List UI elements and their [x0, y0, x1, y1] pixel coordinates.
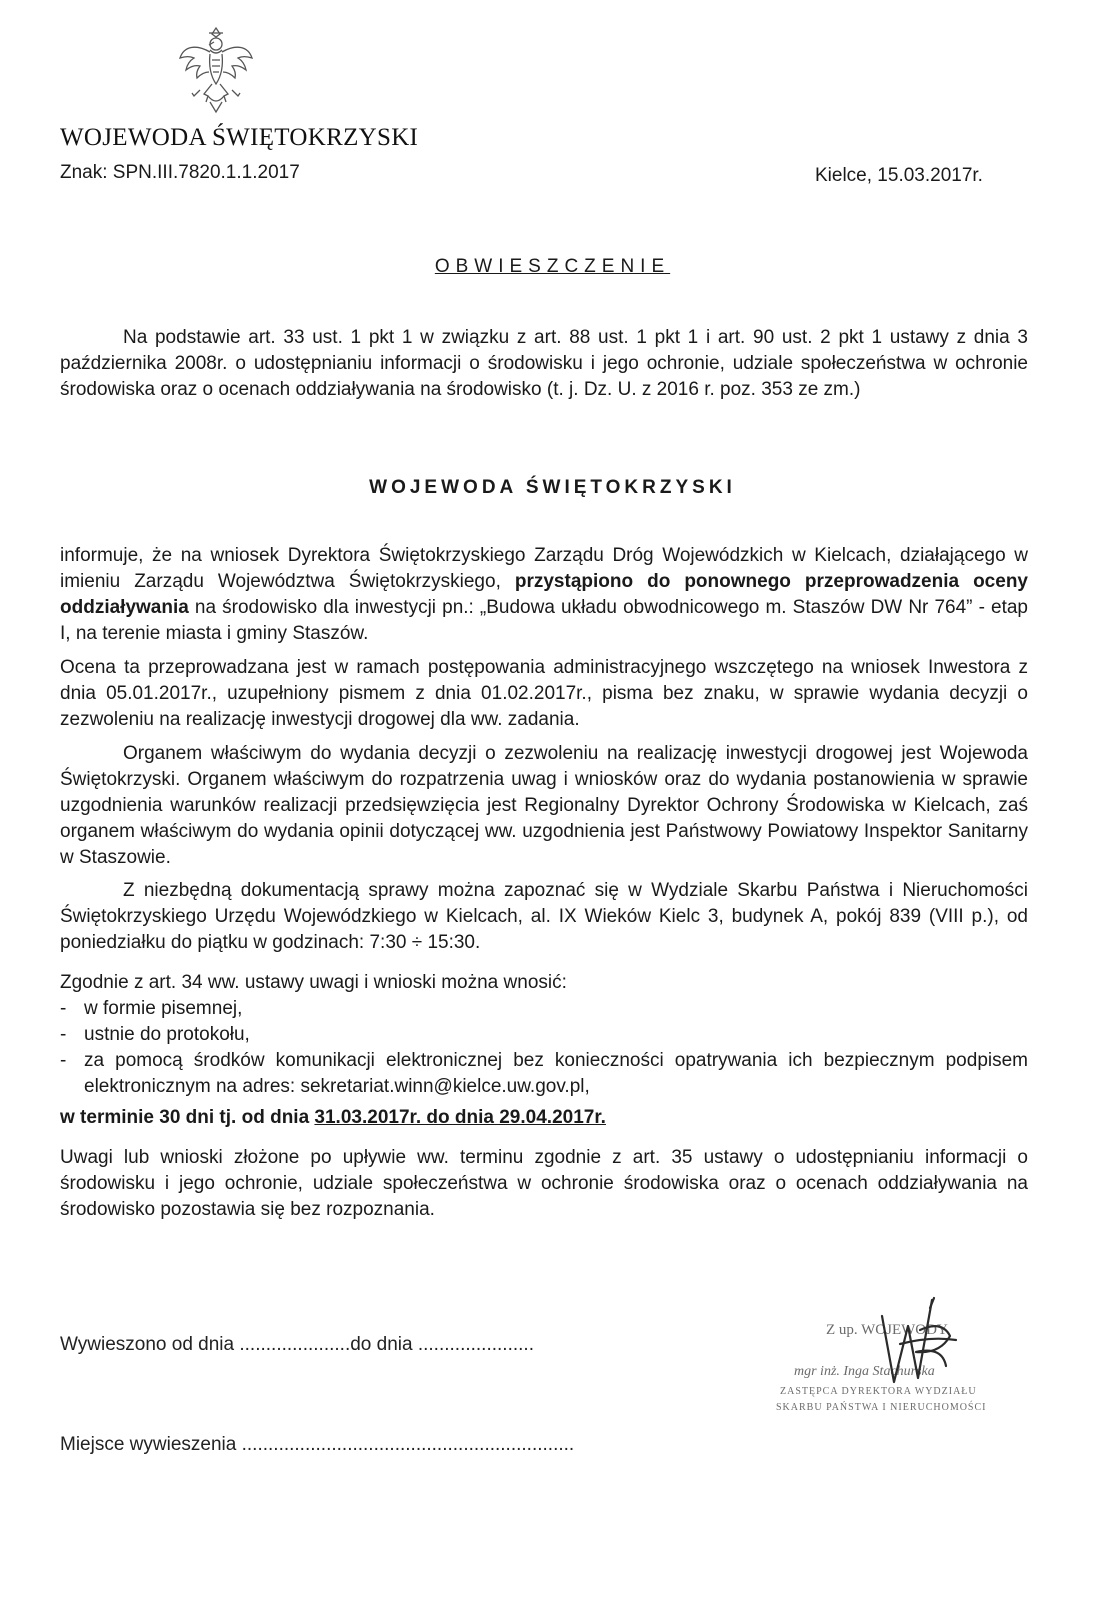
list-dash: -	[60, 998, 67, 1019]
official-stamp	[760, 1286, 1060, 1436]
deadline-dates: 31.03.2017r. do dnia 29.04.2017r.	[314, 1107, 606, 1128]
list-item-text: za pomocą środków komunikacji elektronicznej bez konieczności opatrywania ich bezpiecznym podpisem elektronicznym na adres: sekretariat.winn@kielce.uw.gov.pl,	[84, 1050, 1028, 1097]
document-date: Kielce, 15.03.2017r.	[815, 165, 983, 186]
information-paragraph	[60, 543, 1028, 647]
stamp-department: SKARBU PAŃSTWA I NIERUCHOMOŚCI	[776, 1402, 987, 1413]
notice-title: OBWIESZCZENIE	[434, 256, 671, 277]
posted-dates-field: Wywieszono od dnia .....................do dnia ......................	[60, 1334, 534, 1355]
list-item	[60, 1022, 1028, 1048]
late-submissions-paragraph: Uwagi lub wnioski złożone po upływie ww. terminu zgodnie z art. 35 ustawy o udostępnianiu informacji o środowisku i jego ochronie, udziale społeczeństwa w ochronie środowiska oraz o ocenach oddziaływania na środowisko pozostawia się bez rozpoznania.	[60, 1147, 1028, 1220]
list-item	[60, 996, 1028, 1022]
list-item-text: ustnie do protokołu,	[84, 1024, 250, 1045]
stamp-authorization: Z up. WOJEWODY	[826, 1322, 948, 1338]
posting-place-field: Miejsce wywieszenia ...............................................................	[60, 1434, 575, 1455]
deadline-prefix: w terminie 30 dni tj. od dnia	[60, 1107, 315, 1128]
organs-paragraph: Organem właściwym do wydania decyzji o zezwoleniu na realizację inwestycji drogowej jest Wojewoda Świętokrzyski. Organem właściwym do rozpatrzenia uwag i wniosków oraz do wydania postanowienia w sprawie uzgodnienia warunków realizacji przedsięwzięcia jest Regionalny Dyrektor Ochrony Środowiska w Kielcach, zaś organem właściwym do wydania opinii dotyczącej ww. uzgodnienia jest Państwowy Powiatowy Inspektor Sanitarny w Staszowie.	[60, 743, 1028, 868]
documentation-paragraph: Z niezbędną dokumentacją sprawy można zapoznać się w Wydziale Skarbu Państwa i Nieruchomości Świętokrzyskiego Urzędu Wojewódzkiego w Kielcach, al. IX Wieków Kielc 3, budynek A, pokój 839 (VIII p.), od poniedziałku do piątku w godzinach: 7:30 ÷ 15:30.	[60, 880, 1028, 953]
reference-number: Znak: SPN.III.7820.1.1.2017	[60, 162, 300, 183]
stamp-signatory-name: mgr inż. Inga Stachurska	[794, 1364, 935, 1379]
art34-intro: Zgodnie z art. 34 ww. ustawy uwagi i wnioski można wnosić:	[60, 972, 567, 993]
handwritten-signature-icon	[860, 1286, 970, 1406]
authority-name: WOJEWODA ŚWIĘTOKRZYSKI	[60, 124, 419, 151]
submission-methods-list	[60, 996, 1028, 1100]
info-text-1: informuje, że na wniosek Dyrektora Świętokrzyskiego Zarządu Dróg Wojewódzkich w Kielcach, działającego w imieniu Zarządu Województwa Świętokrzyskiego,	[60, 545, 1028, 592]
authority-heading: WOJEWODA ŚWIĘTOKRZYSKI	[369, 477, 736, 498]
polish-eagle-emblem-icon	[176, 24, 256, 116]
legal-basis-paragraph: Na podstawie art. 33 ust. 1 pkt 1 w związku z art. 88 ust. 1 pkt 1 i art. 90 ust. 2 pkt 1 ustawy z dnia 3 października 2008r. o udostępnianiu informacji o środowisku i jego ochronie, udziale społeczeństwa w ochronie środowiska oraz o ocenach oddziaływania na środowisko (t. j. Dz. U. z 2016 r. poz. 353 ze zm.)	[60, 327, 1028, 400]
info-bold-text: przystąpiono do ponownego przeprowadzenia oceny oddziaływania	[60, 571, 1028, 618]
list-dash: -	[60, 1024, 67, 1045]
assessment-paragraph: Ocena ta przeprowadzana jest w ramach postępowania administracyjnego wszczętego na wniosek Inwestora z dnia 05.01.2017r., uzupełniony pismem z dnia 01.02.2017r., pisma bez znaku, w sprawie wydania decyzji o zezwoleniu na realizację inwestycji drogowej dla ww. zadania.	[60, 657, 1028, 730]
stamp-position: ZASTĘPCA DYREKTORA WYDZIAŁU	[780, 1386, 977, 1397]
list-dash: -	[60, 1050, 67, 1071]
deadline-line	[60, 1107, 606, 1129]
info-text-2: na środowisko dla inwestycji pn.: „Budowa układu obwodnicowego m. Staszów DW Nr 764” - etap I, na terenie miasta i gminy Staszów.	[60, 597, 1028, 644]
list-item-text: w formie pisemnej,	[84, 998, 243, 1019]
list-item	[60, 1048, 1028, 1100]
